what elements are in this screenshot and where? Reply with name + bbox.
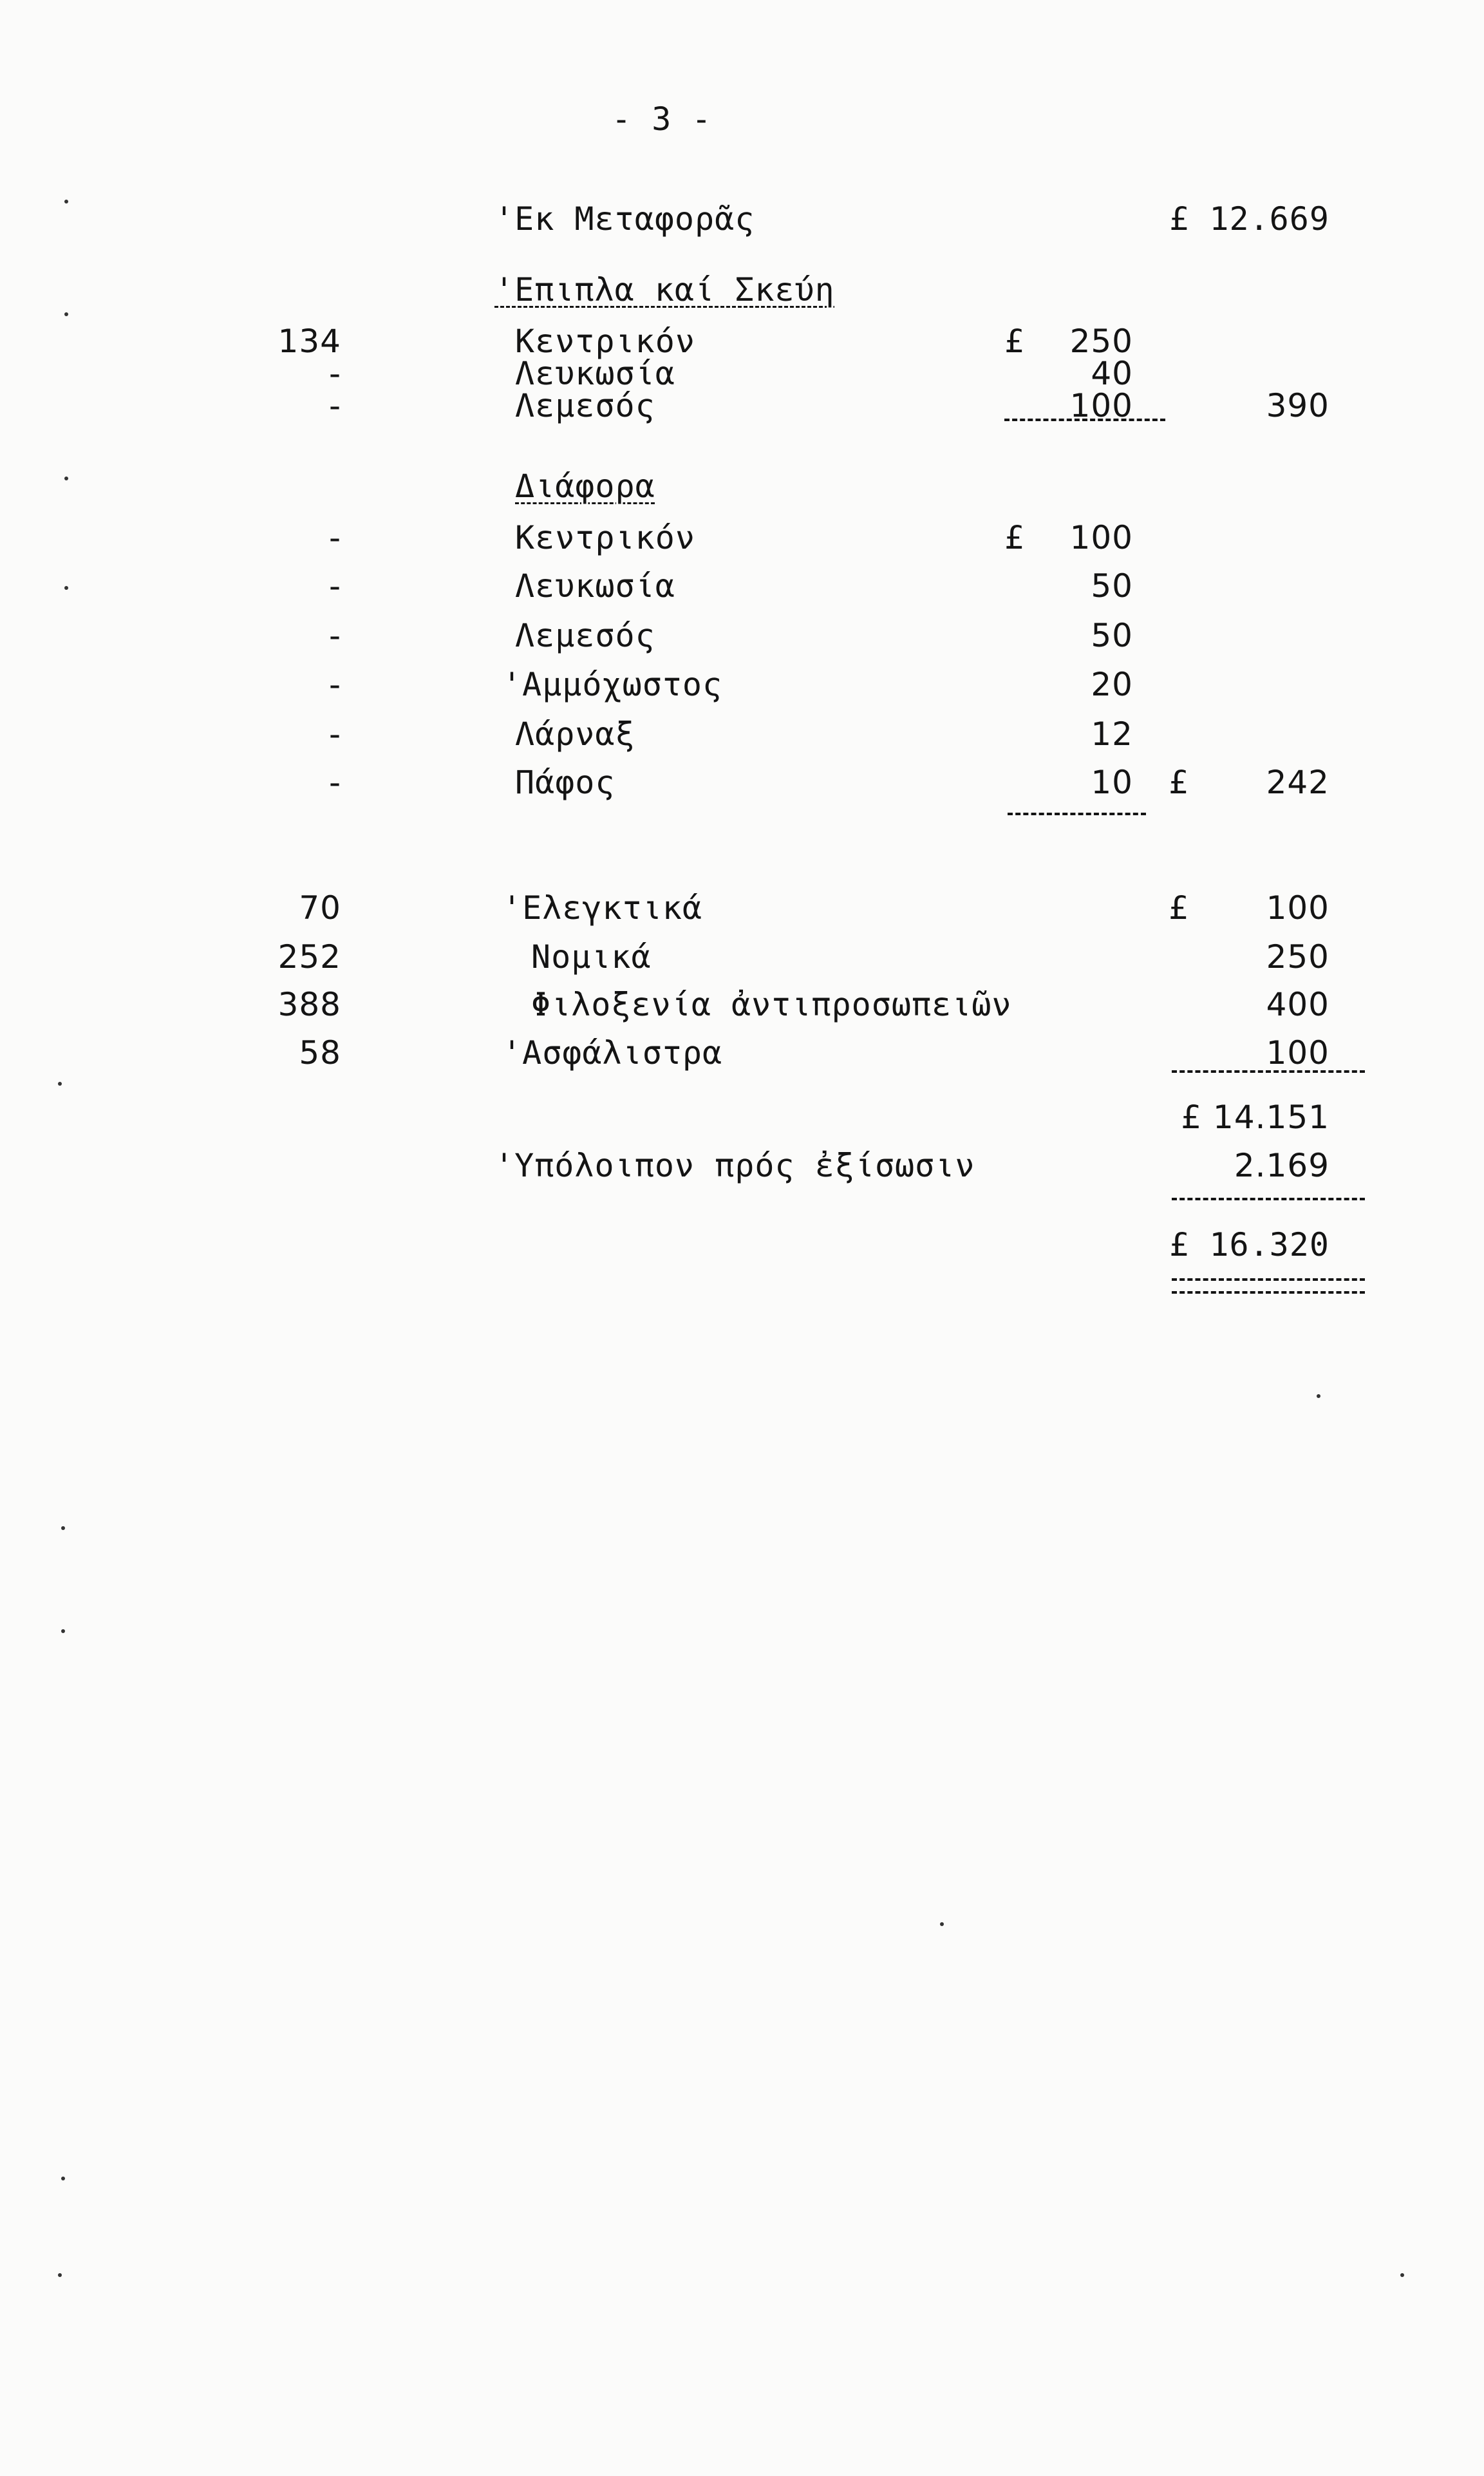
line-item-amount: 100 (1266, 1034, 1329, 1072)
furniture-heading: 'Επιπλα καί Σκεύη (494, 271, 835, 308)
scan-speck (61, 2177, 65, 2180)
currency-sign: £ (1004, 323, 1025, 360)
double-rule-bottom (1172, 1291, 1365, 1294)
balance-label: 'Υπόλοιπον πρός ἐξίσωσιν (494, 1147, 975, 1184)
ref-number: - (328, 617, 341, 654)
ref-number: 70 (299, 889, 341, 927)
line-item-amount: 40 (1091, 355, 1133, 392)
line-item-amount: 50 (1091, 567, 1133, 605)
line-item-label: Κεντρικόν (515, 323, 695, 360)
line-item-label: Φιλοξενία ἀντιπροσωπειῶν (531, 986, 1012, 1023)
ref-number: 58 (299, 1034, 341, 1072)
scan-speck (1400, 2273, 1404, 2277)
line-item-label: Πάφος (515, 764, 615, 801)
scan-speck (1317, 1394, 1320, 1398)
line-item-label: Λεμεσός (515, 617, 655, 654)
line-item-amount: 250 (1069, 323, 1133, 360)
ref-number: - (328, 715, 341, 753)
line-item-label: 'Ελεγκτικά (502, 889, 703, 927)
scan-speck (61, 1526, 65, 1530)
ref-number: - (328, 519, 341, 556)
grand-total-amount: £ 16.320 (1169, 1226, 1329, 1263)
balance-amount: 2.169 (1234, 1147, 1329, 1184)
line-item-amount: 400 (1266, 986, 1329, 1023)
line-item-amount: 100 (1266, 889, 1329, 927)
line-item-label: Λάρναξ (515, 715, 635, 753)
subtotal-rule (1172, 1070, 1365, 1073)
carried-forward-amount: £ 12.669 (1169, 200, 1329, 238)
subtotal-rule (1008, 813, 1146, 815)
currency-sign: £ (1169, 889, 1189, 927)
ref-number: - (328, 567, 341, 605)
section-total: 390 (1266, 387, 1329, 424)
ref-number: - (328, 387, 341, 424)
double-rule-top (1172, 1278, 1365, 1281)
line-item-amount: 20 (1091, 666, 1133, 703)
line-item-label: Λεμεσός (515, 387, 655, 424)
line-item-label: 'Ασφάλιστρα (502, 1034, 723, 1072)
line-item-amount: 250 (1266, 938, 1329, 976)
ref-number: - (328, 355, 341, 392)
scan-speck (58, 1082, 62, 1086)
misc-heading: Διάφορα (515, 468, 655, 505)
line-item-amount: 100 (1069, 387, 1133, 424)
scan-speck (940, 1922, 944, 1926)
scan-speck (61, 1629, 65, 1633)
scan-speck (64, 586, 68, 590)
scan-speck (64, 312, 68, 316)
ref-number: - (328, 666, 341, 703)
line-item-amount: 100 (1069, 519, 1133, 556)
line-item-label: Κεντρικόν (515, 519, 695, 556)
currency-sign: £ (1004, 519, 1025, 556)
page-number: - 3 - (612, 100, 712, 138)
ref-number: - (328, 764, 341, 801)
subtotal-rule (1004, 419, 1165, 421)
line-item-amount: 50 (1091, 617, 1133, 654)
carried-forward-label: 'Εκ Μεταφορᾶς (494, 200, 755, 238)
scan-speck (64, 477, 68, 480)
ref-number: 388 (277, 986, 341, 1023)
subtotal-amount: £ 14.151 (1181, 1099, 1329, 1136)
currency-sign: £ (1169, 764, 1189, 801)
scan-speck (58, 2273, 62, 2277)
ref-number: 134 (277, 323, 341, 360)
section-total: 242 (1266, 764, 1329, 801)
line-item-amount: 10 (1091, 764, 1133, 801)
ref-number: 252 (277, 938, 341, 976)
line-item-amount: 12 (1091, 715, 1133, 753)
scan-speck (64, 200, 68, 203)
line-item-label: Λευκωσία (515, 355, 675, 392)
line-item-label: 'Αμμόχωστος (502, 666, 723, 703)
line-item-label: Νομικά (531, 938, 652, 976)
total-rule (1172, 1198, 1365, 1200)
line-item-label: Λευκωσία (515, 567, 675, 605)
